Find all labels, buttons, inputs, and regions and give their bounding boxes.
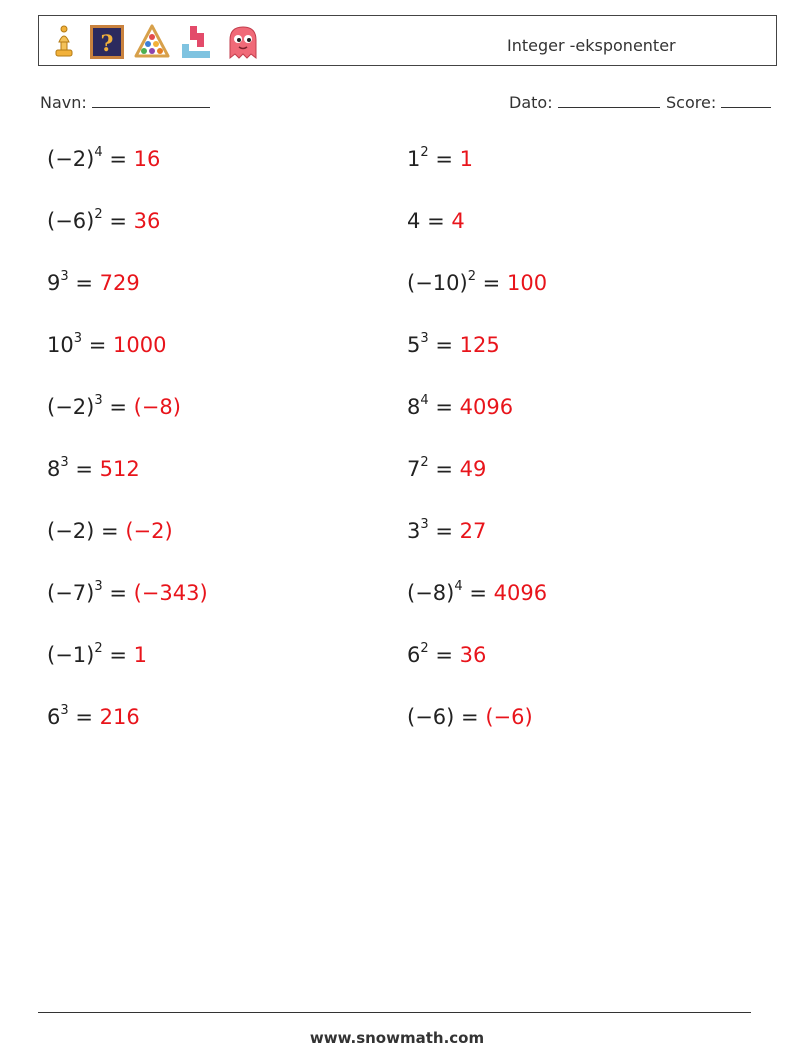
problem-base: 9 [47,271,61,295]
problem-answer: 1 [133,643,147,667]
equals-sign: = [109,209,127,233]
equals-sign: = [435,395,453,419]
problem-answer: (−8) [133,395,181,419]
problem-base: (−8) [407,581,455,605]
problem-base: 7 [407,457,421,481]
problem-base: (−6) [407,705,455,729]
tetris-blocks-icon [180,24,216,60]
equals-sign: = [427,209,445,233]
problem-exponent: 3 [60,703,69,718]
problem-answer: 100 [506,271,548,295]
problem-exponent: 4 [94,145,103,160]
problem-item [47,271,140,295]
equals-sign: = [75,457,93,481]
problem-item [47,209,160,233]
problem-answer: 512 [99,457,140,481]
problem-exponent: 3 [94,579,103,594]
equals-sign: = [75,705,93,729]
problem-answer: 27 [459,519,487,543]
equals-sign: = [469,581,487,605]
score-field [666,93,771,112]
equals-sign: = [435,147,453,171]
problem-base: 5 [407,333,421,357]
problem-answer: 1 [459,147,474,171]
problem-base: (−7) [47,581,95,605]
problem-item [47,643,147,667]
problem-item [47,147,160,171]
equals-sign: = [101,519,119,543]
problem-base: 4 [407,209,421,233]
problem-exponent: 2 [94,641,103,656]
problem-exponent: 2 [420,145,429,160]
equals-sign: = [109,395,127,419]
footer-website: www.snowmath.com [309,1029,485,1047]
problem-item [407,705,533,729]
billiard-rack-icon [134,24,170,60]
problem-answer: 729 [99,271,140,295]
problem-item [407,643,486,667]
problem-item [47,333,166,357]
equals-sign: = [461,705,479,729]
equals-sign: = [435,457,453,481]
problem-answer: 4096 [493,581,548,605]
problem-base: (−2) [47,395,95,419]
problem-item [407,147,473,171]
problem-answer: (−343) [133,581,208,605]
problem-item [407,209,465,233]
problem-answer: (−2) [125,519,173,543]
problem-item [407,581,547,605]
header-box [38,15,777,66]
equals-sign: = [109,581,127,605]
problem-exponent: 4 [454,579,463,594]
problem-exponent: 3 [60,455,69,470]
worksheet-title: Integer -eksponenter [507,36,676,55]
equals-sign: = [88,333,107,357]
problem-item [407,519,486,543]
problem-exponent: 3 [60,269,69,284]
problem-base: 1 [407,147,421,171]
problem-exponent: 2 [420,455,429,470]
problem-item [47,395,181,419]
problem-answer: 216 [99,705,140,729]
problem-exponent: 2 [467,269,476,284]
problem-answer: 36 [459,643,487,667]
problem-base: 8 [407,395,421,419]
problem-base: (−10) [407,271,468,295]
problem-item [407,395,513,419]
svg-text:?: ? [100,31,114,57]
chess-bishop-icon [49,24,85,60]
problem-answer: 4 [451,209,465,233]
equals-sign: = [109,147,127,171]
name-blank[interactable] [92,93,210,108]
problem-exponent: 3 [94,393,103,408]
problem-item [47,581,208,605]
problem-answer: (−6) [485,705,533,729]
footer-divider [38,1012,751,1013]
problem-answer: 4096 [459,395,514,419]
problem-item [407,271,547,295]
problem-item [407,333,500,357]
problem-base: 8 [47,457,61,481]
problem-base: (−1) [47,643,95,667]
equals-sign: = [109,643,127,667]
problem-exponent: 3 [420,331,429,346]
problem-exponent: 3 [73,331,83,346]
problem-base: 10 [47,333,74,357]
ghost-icon [225,24,261,60]
question-card-icon [89,24,125,60]
problem-answer: 1000 [113,333,167,357]
score-blank[interactable] [721,93,771,108]
date-field [509,93,660,112]
problem-item [47,457,140,481]
name-field [40,93,210,112]
name-label: Navn: [40,93,87,112]
problem-item [47,705,140,729]
problem-answer: 125 [459,333,500,357]
problem-base: 3 [407,519,421,543]
score-label: Score: [666,93,717,112]
problem-exponent: 2 [420,641,429,656]
problem-exponent: 4 [420,393,429,408]
problem-item [407,457,486,481]
problem-base: (−2) [47,519,95,543]
problem-exponent: 2 [94,207,103,222]
date-blank[interactable] [558,93,660,108]
date-label: Dato: [509,93,553,112]
equals-sign: = [435,643,453,667]
problem-answer: 16 [133,147,161,171]
problem-answer: 36 [133,209,161,233]
equals-sign: = [435,333,453,357]
equals-sign: = [435,519,453,543]
problem-base: 6 [47,705,61,729]
problem-exponent: 3 [420,517,429,532]
equals-sign: = [482,271,501,295]
problem-base: (−2) [47,147,95,171]
problem-answer: 49 [459,457,487,481]
equals-sign: = [75,271,93,295]
problem-item [47,519,173,543]
problem-base: 6 [407,643,421,667]
problem-base: (−6) [47,209,95,233]
